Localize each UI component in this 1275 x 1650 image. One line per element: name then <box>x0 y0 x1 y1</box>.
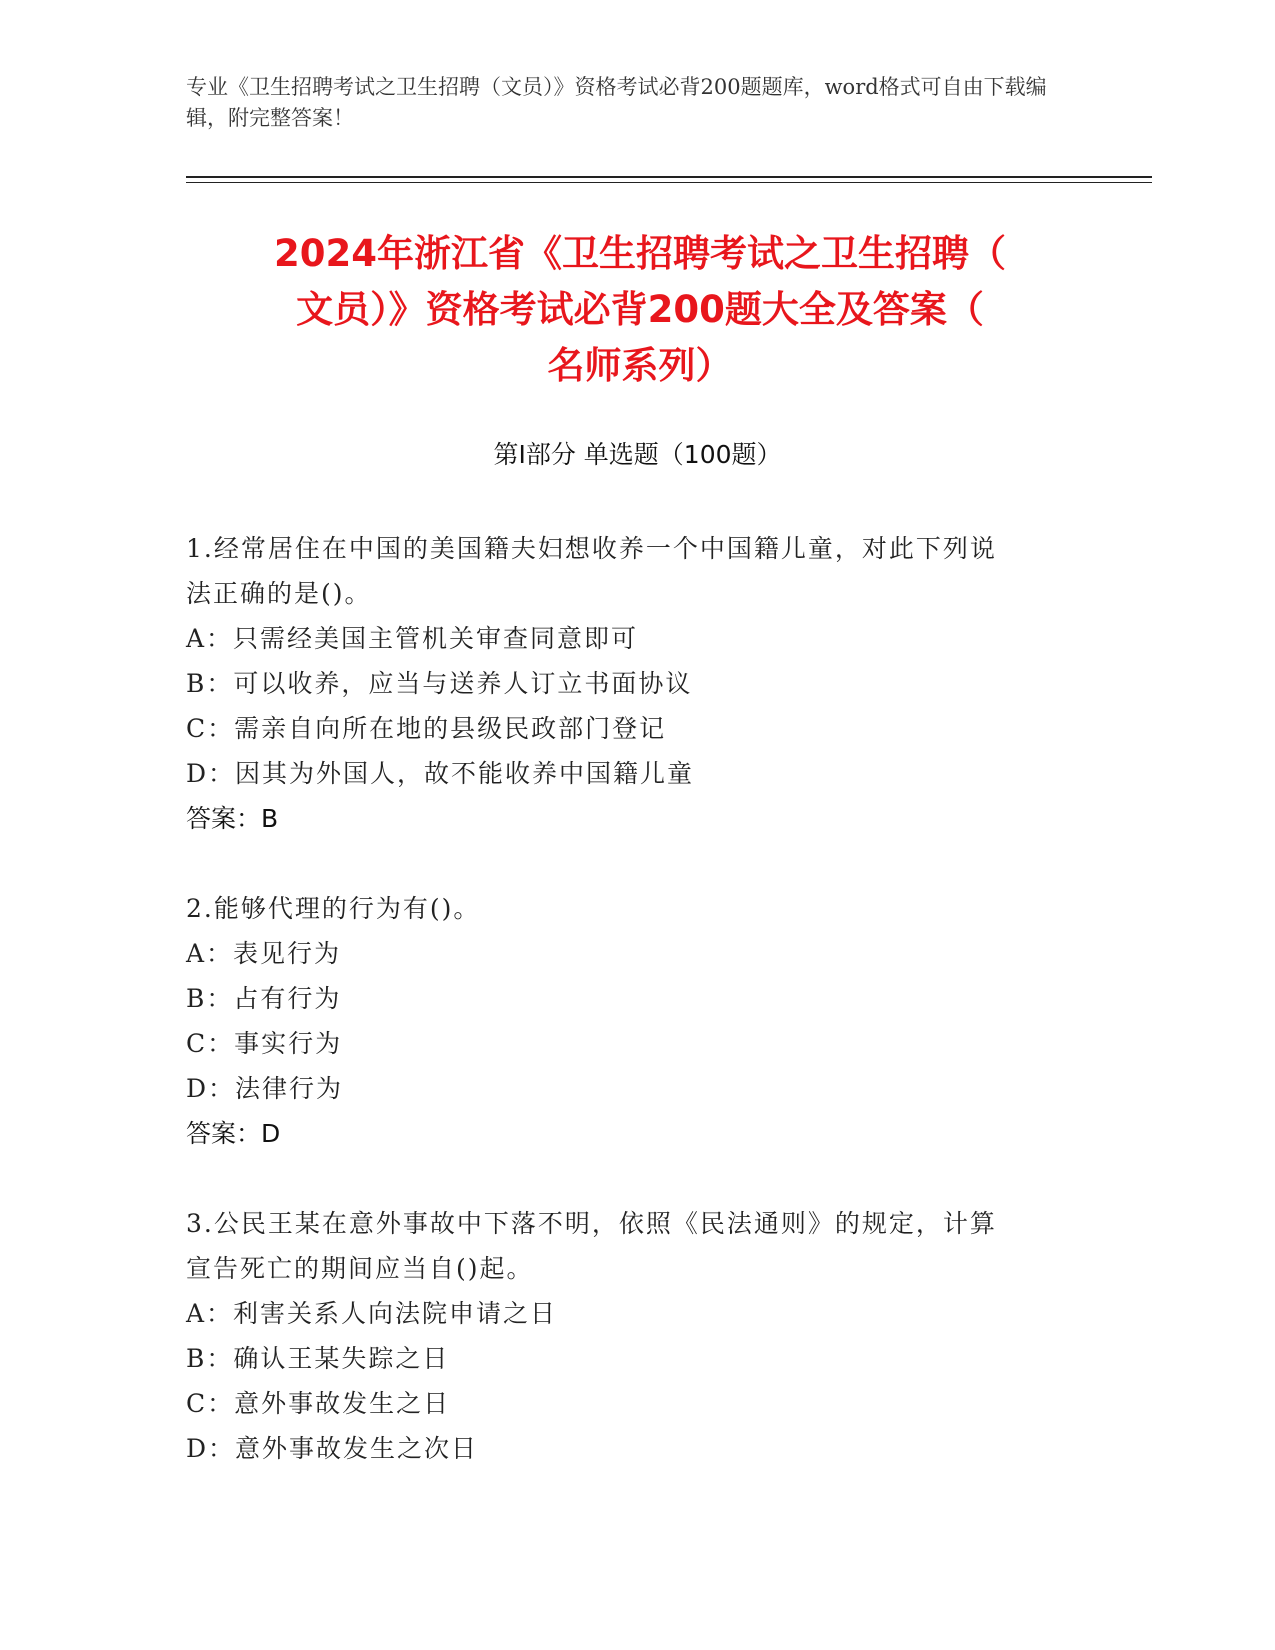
option-a: A：只需经美国主管机关审查同意即可 <box>186 624 639 653</box>
option-d: D：法律行为 <box>186 1074 344 1103</box>
question-stem: 法正确的是()。 <box>186 579 372 608</box>
title-line: 名师系列） <box>547 344 733 387</box>
option-c: C：意外事故发生之日 <box>186 1389 451 1418</box>
option-b: B：确认王某失踪之日 <box>186 1344 450 1373</box>
question-stem: 2.能够代理的行为有()。 <box>186 894 481 923</box>
question-1 <box>186 526 1066 842</box>
option-d: D：因其为外国人，故不能收养中国籍儿童 <box>186 759 695 788</box>
option-a: A：利害关系人向法院申请之日 <box>186 1299 558 1328</box>
question-2 <box>186 886 1066 1157</box>
option-c: C：需亲自向所在地的县级民政部门登记 <box>186 714 667 743</box>
question-stem: 3.公民王某在意外事故中下落不明，依照《民法通则》的规定，计算 <box>186 1209 997 1238</box>
question-stem: 1.经常居住在中国的美国籍夫妇想收养一个中国籍儿童，对此下列说 <box>186 534 997 563</box>
header-divider-thin <box>186 182 1152 183</box>
option-b: B：占有行为 <box>186 984 342 1013</box>
answer: 答案：D <box>186 1119 281 1148</box>
section-title: 第Ⅰ部分 单选题（100题） <box>493 440 782 469</box>
question-3 <box>186 1201 1066 1471</box>
option-d: D：意外事故发生之次日 <box>186 1434 479 1463</box>
title-line: 2024年浙江省《卫生招聘考试之卫生招聘（ <box>274 232 1006 275</box>
header-divider <box>186 176 1152 178</box>
question-stem: 宣告死亡的期间应当自()起。 <box>186 1254 534 1283</box>
question-list <box>186 526 1066 1515</box>
answer: 答案：B <box>186 804 279 833</box>
title-line: 文员）》资格考试必背200题大全及答案（ <box>296 288 984 331</box>
option-c: C：事实行为 <box>186 1029 343 1058</box>
document-title <box>180 226 1100 394</box>
option-a: A：表见行为 <box>186 939 342 968</box>
option-b: B：可以收养，应当与送养人订立书面协议 <box>186 669 693 698</box>
header-note: 专业《卫生招聘考试之卫生招聘（文员）》资格考试必背200题题库，word格式可自由下载编辑，附完整答案！ <box>186 75 1047 130</box>
